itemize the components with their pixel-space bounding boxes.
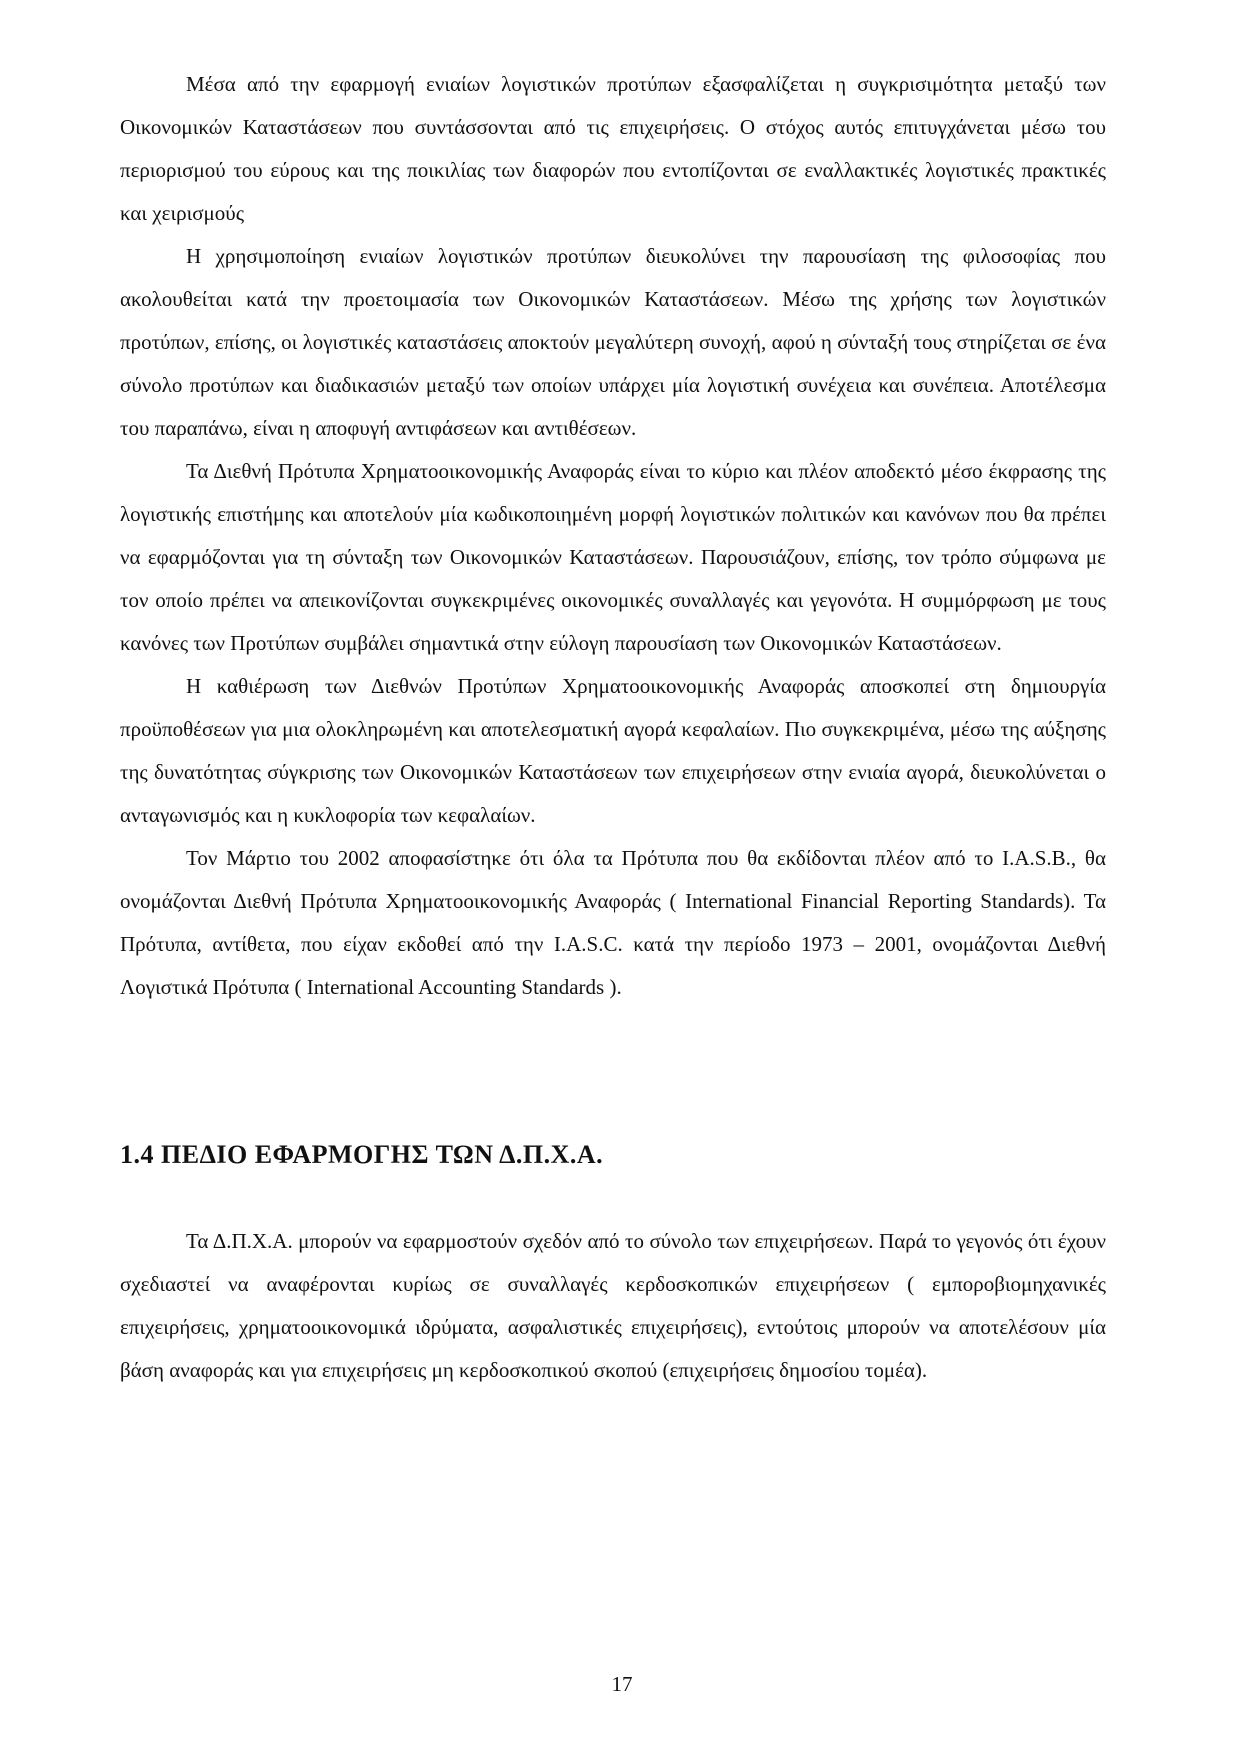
paragraph-naming-history: Τον Μάρτιο του 2002 αποφασίστηκε ότι όλα τα Πρότυπα που θα εκδίδονται πλέον από το I.A.S.B., θα ονομάζονται Διεθνή Πρότυπα Χρηματοοικονομικής Αναφοράς ( International Financial Reporting Standards). Τα Πρότυπα, αντίθετα, που είχαν εκδοθεί από την I.A.S.C. κατά την περίοδο 1973 – 2001, ονομάζονται Διεθνή Λογιστικά Πρότυπα ( International Accounting Standards ). — [120, 846, 1106, 999]
paragraph-comparability: Μέσα από την εφαρμογή ενιαίων λογιστικών προτύπων εξασφαλίζεται η συγκρισιμότητα μεταξύ των Οικονομικών Καταστάσεων που συντάσσονται από τις επιχειρήσεις. Ο στόχος αυτός επιτυγχάνεται μέσω του περιορισμού του εύρους και της ποικιλίας των διαφορών που εντοπίζονται σε εναλλακτικές λογιστικές πρακτικές και χειρισμούς — [120, 72, 1106, 225]
page-number: 17 — [611, 1672, 633, 1696]
paragraph-ifrs-definition: Τα Διεθνή Πρότυπα Χρηματοοικονομικής Αναφοράς είναι το κύριο και πλέον αποδεκτό μέσο έκφρασης της λογιστικής επιστήμης και αποτελούν μία κωδικοποιημένη μορφή λογιστικών πολιτικών και κανόνων που θα πρέπει να εφαρμόζονται για τη σύνταξη των Οικονομικών Καταστάσεων. Παρουσιάζουν, επίσης, τον τρόπο σύμφωνα με τον οποίο πρέπει να απεικονίζονται συγκεκριμένες οικονομικές συναλλαγές και γεγονότα. Η συμμόρφωση με τους κανόνες των Προτύπων συμβάλει σημαντικά στην εύλογη παρουσίαση των Οικονομικών Καταστάσεων. — [120, 459, 1106, 655]
paragraph-capital-market: Η καθιέρωση των Διεθνών Προτύπων Χρηματοοικονομικής Αναφοράς αποσκοπεί στη δημιουργία προϋποθέσεων για μια ολοκληρωμένη και αποτελεσματική αγορά κεφαλαίων. Πιο συγκεκριμένα, μέσω της αύξησης της δυνατότητας σύγκρισης των Οικονομικών Καταστάσεων των επιχειρήσεων στην ενιαία αγορά, διευκολύνεται ο ανταγωνισμός και η κυκλοφορία των κεφαλαίων. — [120, 674, 1106, 827]
body-text-after-heading — [120, 1220, 1106, 1392]
body-text-before-heading — [120, 63, 1106, 1009]
section-heading: 1.4 ΠΕΔΙΟ ΕΦΑΡΜΟΓΗΣ ΤΩΝ Δ.Π.Χ.Α. — [120, 1140, 604, 1169]
paragraph-scope: Τα Δ.Π.Χ.Α. μπορούν να εφαρμοστούν σχεδόν από το σύνολο των επιχειρήσεων. Παρά το γεγονός ότι έχουν σχεδιαστεί να αναφέρονται κυρίως σε συναλλαγές κερδοσκοπικών επιχειρήσεων ( εμποροβιομηχανικές επιχειρήσεις, χρηματοοικονομικά ιδρύματα, ασφαλιστικές επιχειρήσεις), εντούτοις μπορούν να αποτελέσουν μία βάση αναφοράς και για επιχειρήσεις μη κερδοσκοπικού σκοπού (επιχειρήσεις δημοσίου τομέα). — [120, 1229, 1106, 1382]
paragraph-uniform-standards: Η χρησιμοποίηση ενιαίων λογιστικών προτύπων διευκολύνει την παρουσίαση της φιλοσοφίας που ακολουθείται κατά την προετοιμασία των Οικονομικών Καταστάσεων. Μέσω της χρήσης των λογιστικών προτύπων, επίσης, οι λογιστικές καταστάσεις αποκτούν μεγαλύτερη συνοχή, αφού η σύνταξή τους στηρίζεται σε ένα σύνολο προτύπων και διαδικασιών μεταξύ των οποίων υπάρχει μία λογιστική συνέχεια και συνέπεια. Αποτέλεσμα του παραπάνω, είναι η αποφυγή αντιφάσεων και αντιθέσεων. — [120, 244, 1106, 440]
